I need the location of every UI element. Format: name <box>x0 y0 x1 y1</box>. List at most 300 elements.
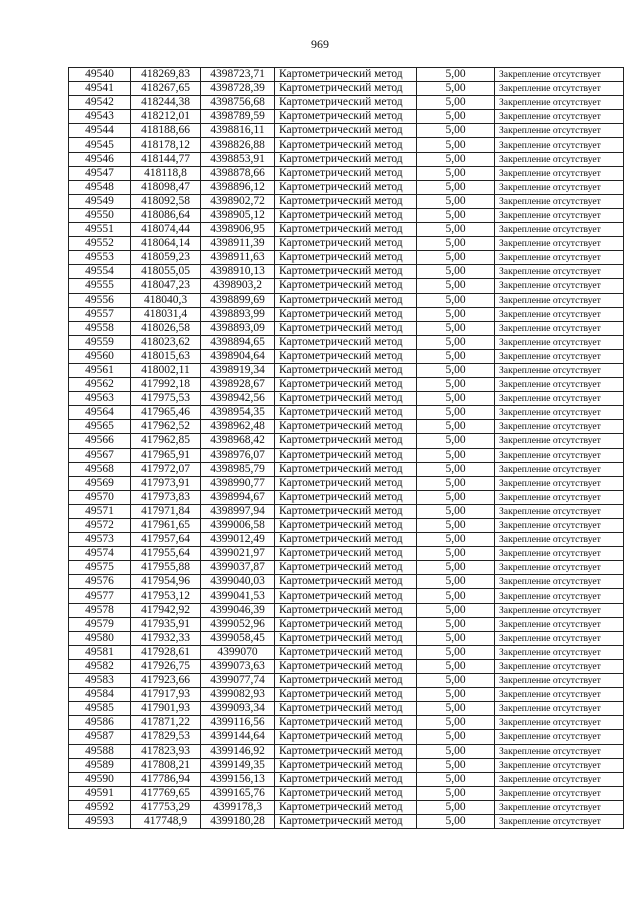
point-number-cell: 49578 <box>69 603 131 617</box>
method-cell: Картометрический метод <box>275 547 417 561</box>
method-cell: Картометрический метод <box>275 349 417 363</box>
method-cell: Картометрический метод <box>275 82 417 96</box>
table-row <box>69 138 624 152</box>
x-coordinate-cell: 417955,64 <box>131 547 201 561</box>
fixation-cell: Закрепление отсутствует <box>495 378 624 392</box>
accuracy-cell: 5,00 <box>417 68 495 82</box>
fixation-cell: Закрепление отсутствует <box>495 293 624 307</box>
x-coordinate-cell: 417971,84 <box>131 504 201 518</box>
method-cell: Картометрический метод <box>275 603 417 617</box>
point-number-cell: 49541 <box>69 82 131 96</box>
table-row <box>69 786 624 800</box>
accuracy-cell: 5,00 <box>417 194 495 208</box>
y-coordinate-cell: 4399165,76 <box>201 786 275 800</box>
fixation-cell: Закрепление отсутствует <box>495 617 624 631</box>
fixation-cell: Закрепление отсутствует <box>495 688 624 702</box>
fixation-cell: Закрепление отсутствует <box>495 180 624 194</box>
point-number-cell: 49590 <box>69 772 131 786</box>
table-row <box>69 476 624 490</box>
y-coordinate-cell: 4398904,64 <box>201 349 275 363</box>
x-coordinate-cell: 418092,58 <box>131 194 201 208</box>
point-number-cell: 49584 <box>69 688 131 702</box>
accuracy-cell: 5,00 <box>417 434 495 448</box>
fixation-cell: Закрепление отсутствует <box>495 124 624 138</box>
point-number-cell: 49544 <box>69 124 131 138</box>
y-coordinate-cell: 4399144,64 <box>201 730 275 744</box>
method-cell: Картометрический метод <box>275 237 417 251</box>
accuracy-cell: 5,00 <box>417 124 495 138</box>
accuracy-cell: 5,00 <box>417 533 495 547</box>
method-cell: Картометрический метод <box>275 631 417 645</box>
x-coordinate-cell: 417769,65 <box>131 786 201 800</box>
y-coordinate-cell: 4399046,39 <box>201 603 275 617</box>
accuracy-cell: 5,00 <box>417 659 495 673</box>
fixation-cell: Закрепление отсутствует <box>495 110 624 124</box>
x-coordinate-cell: 418144,77 <box>131 152 201 166</box>
table-row <box>69 237 624 251</box>
y-coordinate-cell: 4398911,63 <box>201 251 275 265</box>
table-row <box>69 406 624 420</box>
point-number-cell: 49569 <box>69 476 131 490</box>
accuracy-cell: 5,00 <box>417 335 495 349</box>
y-coordinate-cell: 4398994,67 <box>201 490 275 504</box>
fixation-cell: Закрепление отсутствует <box>495 307 624 321</box>
fixation-cell: Закрепление отсутствует <box>495 702 624 716</box>
fixation-cell: Закрепление отсутствует <box>495 519 624 533</box>
method-cell: Картометрический метод <box>275 194 417 208</box>
method-cell: Картометрический метод <box>275 589 417 603</box>
fixation-cell: Закрепление отсутствует <box>495 420 624 434</box>
point-number-cell: 49589 <box>69 758 131 772</box>
fixation-cell: Закрепление отсутствует <box>495 321 624 335</box>
x-coordinate-cell: 417942,92 <box>131 603 201 617</box>
point-number-cell: 49552 <box>69 237 131 251</box>
y-coordinate-cell: 4398954,35 <box>201 406 275 420</box>
x-coordinate-cell: 418269,83 <box>131 68 201 82</box>
y-coordinate-cell: 4398893,99 <box>201 307 275 321</box>
table-row <box>69 208 624 222</box>
point-number-cell: 49542 <box>69 96 131 110</box>
x-coordinate-cell: 417957,64 <box>131 533 201 547</box>
point-number-cell: 49574 <box>69 547 131 561</box>
point-number-cell: 49586 <box>69 716 131 730</box>
table-row <box>69 533 624 547</box>
x-coordinate-cell: 418098,47 <box>131 180 201 194</box>
table-row <box>69 645 624 659</box>
y-coordinate-cell: 4399073,63 <box>201 659 275 673</box>
y-coordinate-cell: 4399082,93 <box>201 688 275 702</box>
x-coordinate-cell: 417926,75 <box>131 659 201 673</box>
table-row <box>69 603 624 617</box>
accuracy-cell: 5,00 <box>417 110 495 124</box>
accuracy-cell: 5,00 <box>417 800 495 814</box>
fixation-cell: Закрепление отсутствует <box>495 744 624 758</box>
accuracy-cell: 5,00 <box>417 265 495 279</box>
accuracy-cell: 5,00 <box>417 519 495 533</box>
point-number-cell: 49565 <box>69 420 131 434</box>
accuracy-cell: 5,00 <box>417 603 495 617</box>
y-coordinate-cell: 4398816,11 <box>201 124 275 138</box>
accuracy-cell: 5,00 <box>417 166 495 180</box>
method-cell: Картометрический метод <box>275 674 417 688</box>
y-coordinate-cell: 4398756,68 <box>201 96 275 110</box>
y-coordinate-cell: 4398853,91 <box>201 152 275 166</box>
method-cell: Картометрический метод <box>275 307 417 321</box>
x-coordinate-cell: 417954,96 <box>131 575 201 589</box>
accuracy-cell: 5,00 <box>417 814 495 828</box>
accuracy-cell: 5,00 <box>417 321 495 335</box>
fixation-cell: Закрепление отсутствует <box>495 237 624 251</box>
accuracy-cell: 5,00 <box>417 490 495 504</box>
method-cell: Картометрический метод <box>275 166 417 180</box>
point-number-cell: 49568 <box>69 462 131 476</box>
y-coordinate-cell: 4398968,42 <box>201 434 275 448</box>
method-cell: Картометрический метод <box>275 110 417 124</box>
x-coordinate-cell: 417972,07 <box>131 462 201 476</box>
point-number-cell: 49553 <box>69 251 131 265</box>
method-cell: Картометрический метод <box>275 575 417 589</box>
x-coordinate-cell: 418118,8 <box>131 166 201 180</box>
point-number-cell: 49549 <box>69 194 131 208</box>
point-number-cell: 49563 <box>69 392 131 406</box>
fixation-cell: Закрепление отсутствует <box>495 166 624 180</box>
method-cell: Картометрический метод <box>275 504 417 518</box>
table-row <box>69 378 624 392</box>
y-coordinate-cell: 4399052,96 <box>201 617 275 631</box>
accuracy-cell: 5,00 <box>417 420 495 434</box>
x-coordinate-cell: 417923,66 <box>131 674 201 688</box>
method-cell: Картометрический метод <box>275 335 417 349</box>
fixation-cell: Закрепление отсутствует <box>495 406 624 420</box>
table-row <box>69 448 624 462</box>
y-coordinate-cell: 4398962,48 <box>201 420 275 434</box>
fixation-cell: Закрепление отсутствует <box>495 758 624 772</box>
x-coordinate-cell: 417953,12 <box>131 589 201 603</box>
point-number-cell: 49558 <box>69 321 131 335</box>
method-cell: Картометрический метод <box>275 519 417 533</box>
fixation-cell: Закрепление отсутствует <box>495 335 624 349</box>
fixation-cell: Закрепление отсутствует <box>495 194 624 208</box>
table-row <box>69 659 624 673</box>
method-cell: Картометрический метод <box>275 406 417 420</box>
table-row <box>69 547 624 561</box>
table-row <box>69 392 624 406</box>
table-row <box>69 674 624 688</box>
table-row <box>69 363 624 377</box>
x-coordinate-cell: 418023,62 <box>131 335 201 349</box>
accuracy-cell: 5,00 <box>417 180 495 194</box>
page-number: 969 <box>311 37 329 51</box>
fixation-cell: Закрепление отсутствует <box>495 152 624 166</box>
table-row <box>69 561 624 575</box>
method-cell: Картометрический метод <box>275 378 417 392</box>
table-row <box>69 194 624 208</box>
method-cell: Картометрический метод <box>275 223 417 237</box>
point-number-cell: 49555 <box>69 279 131 293</box>
method-cell: Картометрический метод <box>275 124 417 138</box>
y-coordinate-cell: 4398894,65 <box>201 335 275 349</box>
table-row <box>69 716 624 730</box>
y-coordinate-cell: 4398905,12 <box>201 208 275 222</box>
x-coordinate-cell: 418244,38 <box>131 96 201 110</box>
x-coordinate-cell: 417932,33 <box>131 631 201 645</box>
method-cell: Картометрический метод <box>275 321 417 335</box>
accuracy-cell: 5,00 <box>417 96 495 110</box>
point-number-cell: 49543 <box>69 110 131 124</box>
fixation-cell: Закрепление отсутствует <box>495 575 624 589</box>
x-coordinate-cell: 418040,3 <box>131 293 201 307</box>
accuracy-cell: 5,00 <box>417 251 495 265</box>
point-number-cell: 49581 <box>69 645 131 659</box>
x-coordinate-cell: 418188,66 <box>131 124 201 138</box>
y-coordinate-cell: 4398910,13 <box>201 265 275 279</box>
method-cell: Картометрический метод <box>275 293 417 307</box>
y-coordinate-cell: 4399093,34 <box>201 702 275 716</box>
point-number-cell: 49572 <box>69 519 131 533</box>
x-coordinate-cell: 417871,22 <box>131 716 201 730</box>
fixation-cell: Закрепление отсутствует <box>495 490 624 504</box>
point-number-cell: 49571 <box>69 504 131 518</box>
method-cell: Картометрический метод <box>275 533 417 547</box>
method-cell: Картометрический метод <box>275 702 417 716</box>
y-coordinate-cell: 4399037,87 <box>201 561 275 575</box>
point-number-cell: 49551 <box>69 223 131 237</box>
method-cell: Картометрический метод <box>275 659 417 673</box>
point-number-cell: 49545 <box>69 138 131 152</box>
accuracy-cell: 5,00 <box>417 716 495 730</box>
y-coordinate-cell: 4399058,45 <box>201 631 275 645</box>
table-row <box>69 335 624 349</box>
x-coordinate-cell: 418064,14 <box>131 237 201 251</box>
y-coordinate-cell: 4398985,79 <box>201 462 275 476</box>
y-coordinate-cell: 4398826,88 <box>201 138 275 152</box>
fixation-cell: Закрепление отсутствует <box>495 645 624 659</box>
accuracy-cell: 5,00 <box>417 504 495 518</box>
x-coordinate-cell: 417962,85 <box>131 434 201 448</box>
fixation-cell: Закрепление отсутствует <box>495 561 624 575</box>
accuracy-cell: 5,00 <box>417 631 495 645</box>
y-coordinate-cell: 4398878,66 <box>201 166 275 180</box>
method-cell: Картометрический метод <box>275 645 417 659</box>
point-number-cell: 49550 <box>69 208 131 222</box>
method-cell: Картометрический метод <box>275 265 417 279</box>
x-coordinate-cell: 418178,12 <box>131 138 201 152</box>
fixation-cell: Закрепление отсутствует <box>495 462 624 476</box>
point-number-cell: 49560 <box>69 349 131 363</box>
y-coordinate-cell: 4398928,67 <box>201 378 275 392</box>
accuracy-cell: 5,00 <box>417 772 495 786</box>
fixation-cell: Закрепление отсутствует <box>495 533 624 547</box>
fixation-cell: Закрепление отсутствует <box>495 68 624 82</box>
accuracy-cell: 5,00 <box>417 589 495 603</box>
accuracy-cell: 5,00 <box>417 363 495 377</box>
x-coordinate-cell: 417955,88 <box>131 561 201 575</box>
table-row <box>69 96 624 110</box>
point-number-cell: 49561 <box>69 363 131 377</box>
table-row <box>69 814 624 828</box>
y-coordinate-cell: 4398942,56 <box>201 392 275 406</box>
accuracy-cell: 5,00 <box>417 293 495 307</box>
table-row <box>69 152 624 166</box>
method-cell: Картометрический метод <box>275 138 417 152</box>
accuracy-cell: 5,00 <box>417 237 495 251</box>
table-row <box>69 251 624 265</box>
fixation-cell: Закрепление отсутствует <box>495 786 624 800</box>
y-coordinate-cell: 4399070 <box>201 645 275 659</box>
point-number-cell: 49564 <box>69 406 131 420</box>
method-cell: Картометрический метод <box>275 392 417 406</box>
fixation-cell: Закрепление отсутствует <box>495 504 624 518</box>
table-row <box>69 772 624 786</box>
accuracy-cell: 5,00 <box>417 152 495 166</box>
point-number-cell: 49556 <box>69 293 131 307</box>
table-row <box>69 730 624 744</box>
accuracy-cell: 5,00 <box>417 448 495 462</box>
point-number-cell: 49593 <box>69 814 131 828</box>
x-coordinate-cell: 418055,05 <box>131 265 201 279</box>
point-number-cell: 49582 <box>69 659 131 673</box>
fixation-cell: Закрепление отсутствует <box>495 208 624 222</box>
fixation-cell: Закрепление отсутствует <box>495 434 624 448</box>
x-coordinate-cell: 417917,93 <box>131 688 201 702</box>
x-coordinate-cell: 417808,21 <box>131 758 201 772</box>
accuracy-cell: 5,00 <box>417 730 495 744</box>
y-coordinate-cell: 4399012,49 <box>201 533 275 547</box>
fixation-cell: Закрепление отсутствует <box>495 223 624 237</box>
y-coordinate-cell: 4399180,28 <box>201 814 275 828</box>
accuracy-cell: 5,00 <box>417 674 495 688</box>
point-number-cell: 49567 <box>69 448 131 462</box>
accuracy-cell: 5,00 <box>417 208 495 222</box>
y-coordinate-cell: 4398896,12 <box>201 180 275 194</box>
y-coordinate-cell: 4399006,58 <box>201 519 275 533</box>
fixation-cell: Закрепление отсутствует <box>495 674 624 688</box>
table-row <box>69 504 624 518</box>
accuracy-cell: 5,00 <box>417 378 495 392</box>
x-coordinate-cell: 418047,23 <box>131 279 201 293</box>
table-row <box>69 462 624 476</box>
point-number-cell: 49585 <box>69 702 131 716</box>
method-cell: Картометрический метод <box>275 716 417 730</box>
point-number-cell: 49579 <box>69 617 131 631</box>
fixation-cell: Закрепление отсутствует <box>495 814 624 828</box>
table-row <box>69 82 624 96</box>
y-coordinate-cell: 4398906,95 <box>201 223 275 237</box>
point-number-cell: 49587 <box>69 730 131 744</box>
point-number-cell: 49577 <box>69 589 131 603</box>
x-coordinate-cell: 417961,65 <box>131 519 201 533</box>
method-cell: Картометрический метод <box>275 96 417 110</box>
x-coordinate-cell: 417973,83 <box>131 490 201 504</box>
fixation-cell: Закрепление отсутствует <box>495 265 624 279</box>
fixation-cell: Закрепление отсутствует <box>495 631 624 645</box>
point-number-cell: 49540 <box>69 68 131 82</box>
table-row <box>69 575 624 589</box>
table-row <box>69 180 624 194</box>
point-number-cell: 49566 <box>69 434 131 448</box>
coordinates-table <box>68 67 624 829</box>
point-number-cell: 49588 <box>69 744 131 758</box>
y-coordinate-cell: 4398997,94 <box>201 504 275 518</box>
accuracy-cell: 5,00 <box>417 744 495 758</box>
fixation-cell: Закрепление отсутствует <box>495 392 624 406</box>
x-coordinate-cell: 418015,63 <box>131 349 201 363</box>
accuracy-cell: 5,00 <box>417 349 495 363</box>
method-cell: Картометрический метод <box>275 617 417 631</box>
y-coordinate-cell: 4398789,59 <box>201 110 275 124</box>
x-coordinate-cell: 417928,61 <box>131 645 201 659</box>
x-coordinate-cell: 417962,52 <box>131 420 201 434</box>
y-coordinate-cell: 4398990,77 <box>201 476 275 490</box>
x-coordinate-cell: 417823,93 <box>131 744 201 758</box>
y-coordinate-cell: 4399116,56 <box>201 716 275 730</box>
y-coordinate-cell: 4398899,69 <box>201 293 275 307</box>
y-coordinate-cell: 4399156,13 <box>201 772 275 786</box>
table-row <box>69 688 624 702</box>
y-coordinate-cell: 4399021,97 <box>201 547 275 561</box>
table-row <box>69 321 624 335</box>
fixation-cell: Закрепление отсутствует <box>495 96 624 110</box>
y-coordinate-cell: 4399149,35 <box>201 758 275 772</box>
y-coordinate-cell: 4398976,07 <box>201 448 275 462</box>
fixation-cell: Закрепление отсутствует <box>495 730 624 744</box>
accuracy-cell: 5,00 <box>417 138 495 152</box>
method-cell: Картометрический метод <box>275 561 417 575</box>
method-cell: Картометрический метод <box>275 251 417 265</box>
accuracy-cell: 5,00 <box>417 406 495 420</box>
x-coordinate-cell: 417965,91 <box>131 448 201 462</box>
method-cell: Картометрический метод <box>275 462 417 476</box>
x-coordinate-cell: 418059,23 <box>131 251 201 265</box>
method-cell: Картометрический метод <box>275 476 417 490</box>
method-cell: Картометрический метод <box>275 448 417 462</box>
table-row <box>69 589 624 603</box>
point-number-cell: 49547 <box>69 166 131 180</box>
y-coordinate-cell: 4398911,39 <box>201 237 275 251</box>
point-number-cell: 49554 <box>69 265 131 279</box>
point-number-cell: 49548 <box>69 180 131 194</box>
accuracy-cell: 5,00 <box>417 688 495 702</box>
x-coordinate-cell: 417753,29 <box>131 800 201 814</box>
accuracy-cell: 5,00 <box>417 547 495 561</box>
method-cell: Картометрический метод <box>275 180 417 194</box>
fixation-cell: Закрепление отсутствует <box>495 772 624 786</box>
point-number-cell: 49570 <box>69 490 131 504</box>
x-coordinate-cell: 417975,53 <box>131 392 201 406</box>
x-coordinate-cell: 417992,18 <box>131 378 201 392</box>
accuracy-cell: 5,00 <box>417 617 495 631</box>
method-cell: Картометрический метод <box>275 758 417 772</box>
fixation-cell: Закрепление отсутствует <box>495 800 624 814</box>
table-row <box>69 519 624 533</box>
table-row <box>69 279 624 293</box>
method-cell: Картометрический метод <box>275 800 417 814</box>
x-coordinate-cell: 417965,46 <box>131 406 201 420</box>
y-coordinate-cell: 4399146,92 <box>201 744 275 758</box>
x-coordinate-cell: 418002,11 <box>131 363 201 377</box>
accuracy-cell: 5,00 <box>417 392 495 406</box>
table-row <box>69 631 624 645</box>
fixation-cell: Закрепление отсутствует <box>495 138 624 152</box>
y-coordinate-cell: 4398902,72 <box>201 194 275 208</box>
method-cell: Картометрический метод <box>275 420 417 434</box>
table-row <box>69 307 624 321</box>
point-number-cell: 49576 <box>69 575 131 589</box>
accuracy-cell: 5,00 <box>417 82 495 96</box>
y-coordinate-cell: 4398723,71 <box>201 68 275 82</box>
table-row <box>69 124 624 138</box>
method-cell: Картометрический метод <box>275 814 417 828</box>
